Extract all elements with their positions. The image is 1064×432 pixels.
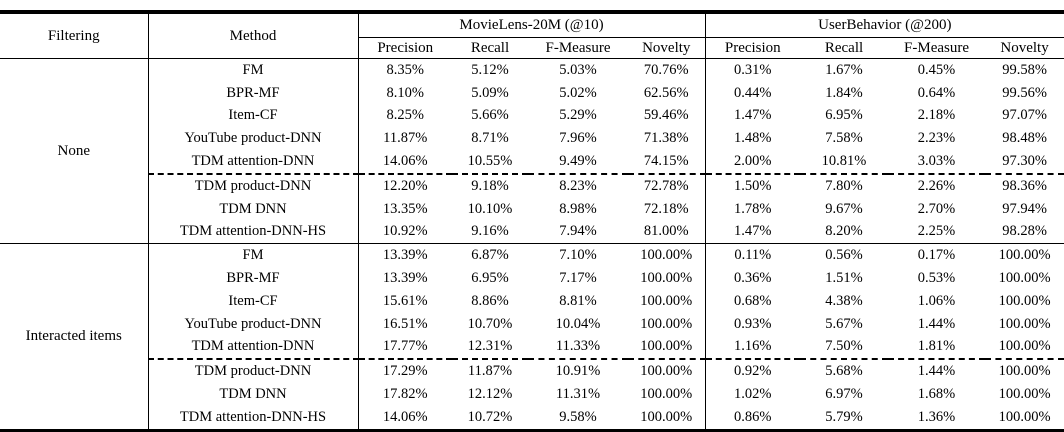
- userbehavior-group-header: UserBehavior (@200): [705, 12, 1064, 38]
- metric-value: 62.56%: [628, 82, 705, 105]
- table-header: [0, 12, 1064, 59]
- table-row: [0, 105, 1064, 128]
- metric-value: 8.20%: [800, 221, 888, 244]
- metric-value: 100.00%: [628, 290, 705, 313]
- metric-value: 97.30%: [985, 150, 1064, 174]
- metric-value: 9.49%: [528, 150, 628, 174]
- metric-value: 9.18%: [471, 177, 509, 194]
- metric-value: 99.56%: [1002, 84, 1047, 101]
- metric-value: 2.18%: [917, 107, 956, 124]
- metric-value: 7.58%: [825, 130, 863, 147]
- metric-value: 14.06%: [382, 408, 428, 425]
- method-column-header: Method: [148, 12, 358, 59]
- method-label: YouTube product-DNN: [148, 127, 358, 150]
- table-row: [0, 82, 1064, 105]
- metric-value: 6.95%: [825, 107, 863, 124]
- metric-value: 11.33%: [528, 336, 628, 360]
- table-row: [0, 267, 1064, 290]
- metric-value: 9.16%: [452, 221, 528, 244]
- metric-value: 2.26%: [917, 177, 956, 194]
- metric-value: 7.94%: [528, 221, 628, 244]
- metric-value: 8.10%: [386, 84, 424, 101]
- method-label: BPR-MF: [148, 267, 358, 290]
- method-label: TDM attention-DNN-HS: [148, 406, 358, 431]
- metric-value: 10.92%: [358, 221, 452, 244]
- metric-value: 100.00%: [998, 315, 1051, 332]
- metric-value: 1.44%: [917, 315, 956, 332]
- metric-value: 13.39%: [382, 247, 428, 264]
- ml-recall-header: Recall: [452, 38, 528, 59]
- method-label: Item-CF: [148, 290, 358, 313]
- ml-fmeasure-header: F-Measure: [528, 38, 628, 59]
- metric-value: 0.44%: [734, 84, 772, 101]
- metric-value: 1.84%: [825, 84, 863, 101]
- metric-value: 1.51%: [825, 270, 863, 287]
- table-row: [0, 383, 1064, 406]
- metric-value: 100.00%: [628, 406, 705, 431]
- metric-value: 16.51%: [382, 315, 428, 332]
- table-row: [0, 359, 1064, 383]
- metric-value: 100.00%: [628, 267, 705, 290]
- table-row: [0, 150, 1064, 174]
- method-label: TDM attention-DNN-HS: [148, 221, 358, 244]
- metric-value: 5.03%: [559, 61, 597, 78]
- filtering-label: None: [0, 59, 148, 244]
- metric-value: 6.97%: [825, 386, 863, 403]
- metric-value: 9.58%: [559, 408, 597, 425]
- metric-value: 0.36%: [734, 270, 772, 287]
- metric-value: 1.67%: [825, 61, 863, 78]
- metric-value: 6.87%: [471, 247, 509, 264]
- method-label: TDM product-DNN: [148, 359, 358, 383]
- group-header-row: [0, 12, 1064, 38]
- metric-value: 0.17%: [917, 247, 956, 264]
- metric-value: 1.68%: [917, 386, 956, 403]
- metric-value: 8.23%: [559, 177, 597, 194]
- metric-value: 11.87%: [467, 363, 513, 380]
- metric-value: 12.31%: [452, 336, 528, 360]
- metric-value: 97.94%: [1002, 200, 1047, 217]
- metric-value: 0.92%: [734, 363, 772, 380]
- table-row: [0, 198, 1064, 221]
- metric-value: 100.00%: [628, 383, 705, 406]
- metric-value: 1.36%: [917, 408, 956, 425]
- ml-novelty-header: Novelty: [628, 38, 705, 59]
- metric-value: 8.98%: [559, 200, 597, 217]
- metric-value: 15.61%: [382, 292, 428, 309]
- metric-value: 0.45%: [917, 61, 956, 78]
- ub-precision-header: Precision: [705, 38, 800, 59]
- metric-value: 1.16%: [705, 336, 800, 360]
- metric-value: 72.78%: [628, 174, 705, 198]
- table-body: [0, 59, 1064, 431]
- metric-value: 0.56%: [825, 247, 863, 264]
- table-row: [0, 174, 1064, 198]
- metric-value: 8.25%: [386, 107, 424, 124]
- metric-value: 5.67%: [825, 315, 863, 332]
- metric-value: 5.29%: [559, 107, 597, 124]
- metric-value: 1.50%: [734, 177, 772, 194]
- metric-value: 0.86%: [734, 408, 772, 425]
- metric-value: 2.25%: [888, 221, 985, 244]
- metric-value: 8.35%: [386, 61, 424, 78]
- table-row: [0, 221, 1064, 244]
- metric-value: 1.06%: [917, 292, 956, 309]
- metric-value: 100.00%: [985, 336, 1064, 360]
- metric-value: 4.38%: [825, 292, 863, 309]
- metric-value: 71.38%: [628, 127, 705, 150]
- metric-value: 11.87%: [383, 130, 428, 147]
- ml-precision-header: Precision: [358, 38, 452, 59]
- metric-value: 14.06%: [358, 150, 452, 174]
- filtering-column-header: Filtering: [0, 12, 148, 59]
- metric-value: 6.95%: [471, 270, 509, 287]
- metric-value: 10.10%: [467, 200, 513, 217]
- method-label: YouTube product-DNN: [148, 313, 358, 336]
- metric-value: 13.35%: [382, 200, 428, 217]
- table-row: [0, 59, 1064, 82]
- metric-value: 10.91%: [555, 363, 601, 380]
- method-label: TDM attention-DNN: [148, 150, 358, 174]
- metric-value: 70.76%: [628, 59, 705, 82]
- table-row: [0, 313, 1064, 336]
- metric-value: 8.81%: [559, 292, 597, 309]
- metric-value: 17.77%: [358, 336, 452, 360]
- metric-value: 10.81%: [800, 150, 888, 174]
- metric-value: 10.70%: [467, 315, 513, 332]
- metric-value: 98.36%: [1002, 177, 1047, 194]
- metric-value: 1.48%: [734, 130, 772, 147]
- metric-value: 0.68%: [734, 292, 772, 309]
- method-label: TDM DNN: [148, 383, 358, 406]
- method-label: TDM attention-DNN: [148, 336, 358, 360]
- metric-value: 0.53%: [917, 270, 956, 287]
- metric-value: 5.66%: [471, 107, 509, 124]
- metric-value: 5.68%: [825, 363, 863, 380]
- metric-value: 1.44%: [917, 363, 956, 380]
- method-label: BPR-MF: [148, 82, 358, 105]
- metric-value: 8.71%: [471, 130, 509, 147]
- metric-value: 17.29%: [382, 363, 428, 380]
- metric-value: 100.00%: [628, 244, 705, 267]
- metric-value: 5.09%: [471, 84, 509, 101]
- metric-value: 1.47%: [734, 107, 772, 124]
- metric-value: 100.00%: [998, 292, 1051, 309]
- ub-novelty-header: Novelty: [985, 38, 1064, 59]
- filtering-label: Interacted items: [0, 244, 148, 431]
- metric-value: 100.00%: [628, 313, 705, 336]
- metric-value: 10.72%: [467, 408, 513, 425]
- table-row: [0, 127, 1064, 150]
- metric-value: 0.64%: [917, 84, 956, 101]
- metric-value: 1.78%: [734, 200, 772, 217]
- metric-value: 17.82%: [382, 386, 428, 403]
- metric-value: 10.55%: [452, 150, 528, 174]
- metric-value: 10.04%: [555, 315, 601, 332]
- metric-value: 1.81%: [888, 336, 985, 360]
- metric-value: 7.17%: [559, 270, 597, 287]
- metric-value: 100.00%: [998, 270, 1051, 287]
- method-label: TDM DNN: [148, 198, 358, 221]
- metric-value: 98.28%: [985, 221, 1064, 244]
- metric-value: 12.20%: [382, 177, 428, 194]
- table-row: [0, 244, 1064, 267]
- results-table: [0, 10, 1064, 432]
- metric-value: 74.15%: [628, 150, 705, 174]
- metric-value: 0.31%: [734, 61, 772, 78]
- metric-value: 100.00%: [628, 336, 705, 360]
- metric-value: 0.11%: [734, 247, 772, 264]
- metric-value: 12.12%: [467, 386, 513, 403]
- metric-value: 100.00%: [628, 359, 705, 383]
- ub-recall-header: Recall: [800, 38, 888, 59]
- ub-fmeasure-header: F-Measure: [888, 38, 985, 59]
- metric-value: 72.18%: [628, 198, 705, 221]
- movielens-group-header: MovieLens-20M (@10): [358, 12, 705, 38]
- metric-value: 5.79%: [825, 408, 863, 425]
- method-label: FM: [148, 59, 358, 82]
- metric-value: 7.50%: [800, 336, 888, 360]
- metric-value: 100.00%: [998, 386, 1051, 403]
- metric-value: 3.03%: [888, 150, 985, 174]
- table-row: [0, 406, 1064, 431]
- table-row: [0, 336, 1064, 360]
- metric-value: 2.70%: [917, 200, 956, 217]
- metric-value: 7.96%: [559, 130, 597, 147]
- metric-value: 97.07%: [1002, 107, 1047, 124]
- method-label: Item-CF: [148, 105, 358, 128]
- metric-value: 1.47%: [705, 221, 800, 244]
- metric-value: 9.67%: [825, 200, 863, 217]
- metric-value: 5.12%: [471, 61, 509, 78]
- metric-value: 7.10%: [559, 247, 597, 264]
- metric-value: 5.02%: [559, 84, 597, 101]
- metric-value: 1.02%: [734, 386, 772, 403]
- metric-value: 2.00%: [705, 150, 800, 174]
- metric-value: 100.00%: [998, 408, 1051, 425]
- metric-value: 2.23%: [917, 130, 956, 147]
- metric-value: 59.46%: [628, 105, 705, 128]
- metric-value: 11.31%: [555, 386, 601, 403]
- metric-value: 98.48%: [1002, 130, 1047, 147]
- metric-value: 81.00%: [628, 221, 705, 244]
- metric-value: 0.93%: [734, 315, 772, 332]
- metric-value: 7.80%: [825, 177, 863, 194]
- method-label: TDM product-DNN: [148, 174, 358, 198]
- metric-value: 100.00%: [998, 363, 1051, 380]
- table-row: [0, 290, 1064, 313]
- metric-value: 99.58%: [1002, 61, 1047, 78]
- metric-value: 13.39%: [382, 270, 428, 287]
- metric-value: 8.86%: [471, 292, 509, 309]
- metric-value: 100.00%: [998, 247, 1051, 264]
- method-label: FM: [148, 244, 358, 267]
